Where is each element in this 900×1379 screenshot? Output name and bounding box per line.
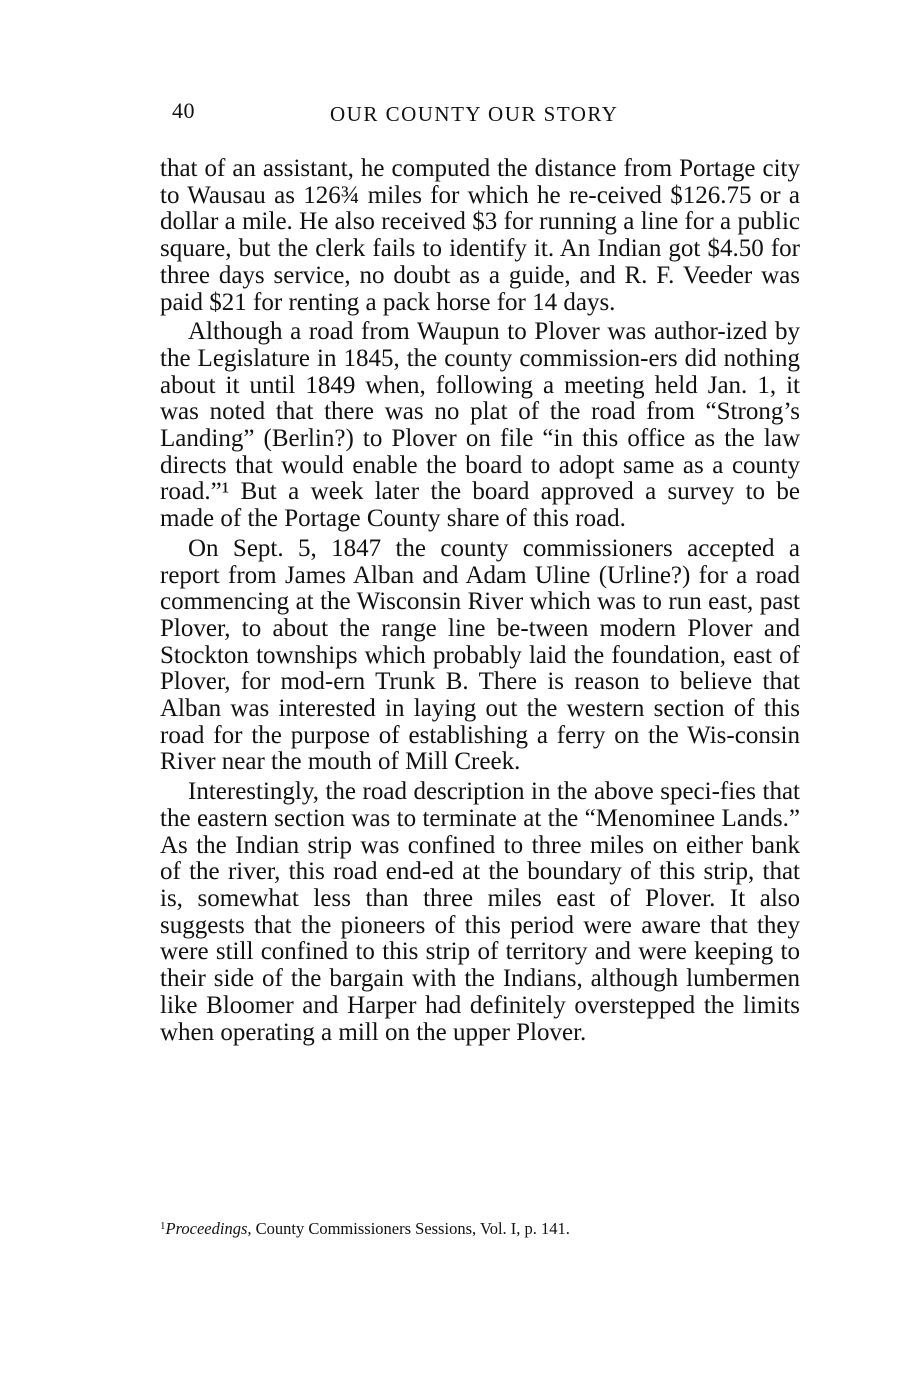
paragraph-menominee-lands: Interestingly, the road description in the above speci-fies that the eastern section was to terminate at the “Menominee Lands.” As the Indian strip was confined to three miles on either bank of the river, this road end-ed at the boundary of this strip, that is, somewhat less than three miles east of Plover. It also suggests that the pioneers of this period were aware that they were still confined to this strip of territory and were keeping to their side of the bargain with the Indians, although lumbermen like Bloomer and Harper had definitely overstepped the limits when operating a mill on the upper Plover. (160, 778, 800, 1046)
paragraph-waupun-road: Although a road from Waupun to Plover was author-ized by the Legislature in 1845, the county commission-ers did nothing about it until 1849 when, following a meeting held Jan. 1, it was noted that there was no plat of the road from “Strong’s Landing” (Berlin?) to Plover on file “in this office as the law directs that would enable the board to adopt same as a county road.”¹ But a week later the board approved a survey to be made of the Portage County share of this road. (160, 318, 800, 533)
footnote-title: Proceedings, (165, 1219, 252, 1238)
page-header (172, 98, 672, 128)
body-text (160, 156, 800, 1046)
paragraph-continued: that of an assistant, he computed the distance from Portage city to Wausau as 126¾ miles for which he re-ceived $126.75 or a dollar a mile. He also received $3 for running a line for a public square, but the clerk fails to identify it. An Indian got $4.50 for three days service, no doubt as a guide, and R. F. Veeder was paid $21 for renting a pack horse for 14 days. (160, 155, 800, 316)
page-number: 40 (172, 98, 195, 123)
footnote (160, 1219, 800, 1239)
footnote-text: County Commissioners Sessions, Vol. I, p. 141. (251, 1219, 570, 1238)
running-head: OUR COUNTY OUR STORY (330, 102, 619, 126)
footnote-marker: 1 (160, 1220, 166, 1232)
paragraph-alban-road: On Sept. 5, 1847 the county commissioners accepted a report from James Alban and Adam Uline (Urline?) for a road commencing at the Wisconsin River which was to run east, past Plover, to about the range line be-tween modern Plover and Stockton townships which probably laid the foundation, east of Plover, for mod-ern Trunk B. There is reason to believe that Alban was interested in laying out the western section of this road for the purpose of establishing a ferry on the Wis-consin River near the mouth of Mill Creek. (160, 534, 800, 776)
